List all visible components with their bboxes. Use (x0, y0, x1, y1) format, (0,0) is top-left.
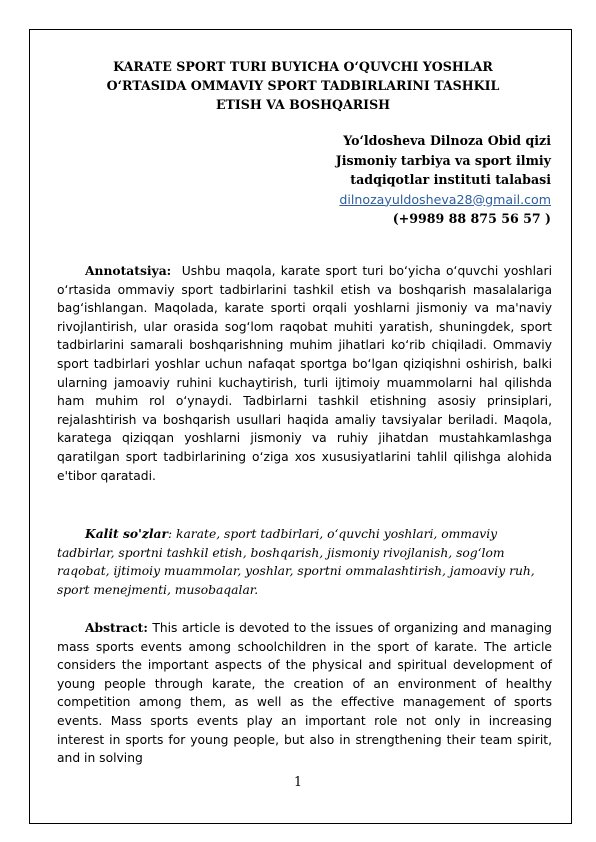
annotation-section (57, 262, 552, 485)
author-affiliation-line-1: Jismoniy tarbiya va sport ilmiy (335, 152, 551, 168)
article-title (62, 57, 544, 114)
keywords-section (57, 525, 552, 599)
author-block (251, 131, 551, 229)
abstract-text: This article is devoted to the issues of organizing and managing mass sports events among schoolchildren in the sport of karate. The article considers the important aspects of the physical and spiritual development of young people through karate, the creation of an environment of healthy competition among them, as well as the effective management of sports events. Mass sports events play an important role not only in increasing interest in sports for young people, but also in strengthening their team spirit, and in solving (57, 621, 552, 766)
author-email-link[interactable]: dilnozayuldosheva28@gmail.com (339, 191, 551, 207)
annotation-text: Ushbu maqola, karate sport turi bo‘yicha o‘quvchi yoshlari o‘rtasida ommaviy sport tadbirlarini tashkil etish va boshqarish masalalariga bag‘ishlangan. Maqolada, karate sporti orqali yoshlarni jismoniy va ma'naviy rivojlantirish, ular orasida sog‘lom raqobat muhiti yaratish, shuningdek, sport tadbirlarini samarali boshqarishning muhim jihatlari ko‘rib chiqiladi. Ommaviy sport tadbirlari yoshlar uchun nafaqat sportga bo‘lgan qiziqishni oshirish, balki ularning jamoaviy ruhini kuchaytirish, turli ijtimoiy muammolarni hal qilishda ham muhim rol o‘ynaydi. Tadbirlarni tashkil etishning asosiy prinsiplari, rejalashtirish va boshqarish usullari haqida amaliy tavsiyalar beriladi. Maqola, karatega qiziqqan yoshlarni jismoniy va ruhiy jihatdan mustahkamlashga qaratilgan sport tadbirlarining o‘ziga xos xususiyatlarini tahlil qilishga alohida e'tibor qaratadi. (57, 264, 552, 483)
title-line-3: ETISH VA BOSHQARISH (215, 97, 391, 112)
title-line-2: O‘RTASIDA OMMAVIY SPORT TADBIRLARINI TASHKIL (106, 78, 500, 93)
annotation-paragraph (57, 262, 552, 485)
author-name: Yo‘ldosheva Dilnoza Obid qizi (343, 133, 551, 148)
abstract-section (57, 619, 552, 768)
page-number: 1 (293, 774, 302, 789)
keywords-label: Kalit so'zlar (85, 526, 168, 541)
title-line-1: KARATE SPORT TURI BUYICHA O‘QUVCHI YOSHLAR (113, 59, 493, 74)
abstract-paragraph (57, 619, 552, 768)
keywords-text: : karate, sport tadbirlari, o‘quvchi yoshlari, ommaviy tadbirlar, sportni tashkil etish, boshqarish, jismoniy rivojlanish, sog‘lom raqobat, ijtimoiy muammolar, yoshlar, sportni ommalashtirish, jamoaviy ruh, sport menejmenti, musobaqalar. (57, 527, 535, 597)
author-phone: (+9989 88 875 56 57 ) (392, 211, 551, 226)
author-affiliation-line-2: tadqiqotlar instituti talabasi (350, 172, 551, 187)
keywords-paragraph (57, 525, 552, 599)
annotation-label: Annotatsiya: (85, 263, 172, 278)
abstract-label: Abstract: (85, 620, 148, 635)
